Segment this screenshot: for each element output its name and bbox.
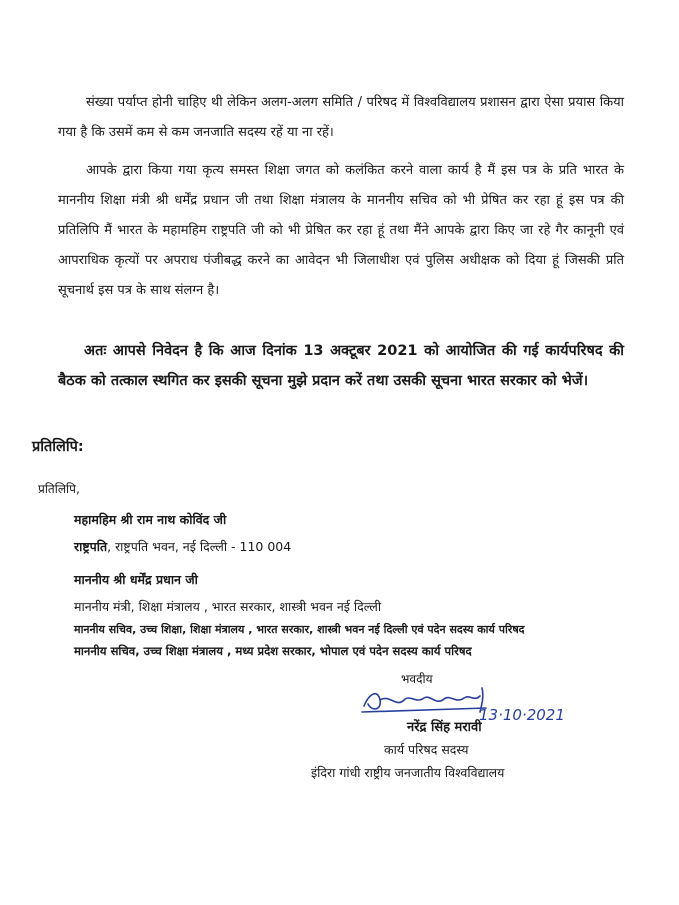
paragraph-1: संख्या पर्याप्त होनी चाहिए थी लेकिन अलग-अलग समिति / परिषद में विश्वविद्यालय प्रशासन द्वारा ऐसा प्रयास किया गया है कि उसमें कम से कम जनजाति सदस्य रहें या ना रहें। — [58, 95, 624, 140]
recipient-3: माननीय सचिव, उच्च शिक्षा, शिक्षा मंत्रालय , भारत सरकार, शास्त्री भवन नई दिल्ली एवं पदेन सदस्य कार्य परिषद — [74, 623, 525, 636]
copy-to-heading: प्रतिलिपि: — [32, 439, 84, 455]
recipient-4: माननीय सचिव, उच्च शिक्षा मंत्रालय , मध्य प्रदेश सरकार, भोपाल एवं पदेन सदस्य कार्य परिषद — [74, 644, 472, 658]
recipient-2-address: माननीय मंत्री, शिक्षा मंत्रालय , भारत सरकार, शास्त्री भवन नई दिल्ली — [74, 599, 382, 614]
request-paragraph: अतः आपसे निवेदन है कि आज दिनांक 13 अक्टूबर 2021 को आयोजित की गई कार्यपरिषद की बैठक को तत्काल स्थगित कर इसकी सूचना मुझे प्रदान करें तथा उसकी सूचना भारत सरकार को भेजें। — [58, 343, 624, 389]
closing-salutation: भवदीय — [401, 672, 433, 686]
recipient-1-name: महामहिम श्री राम नाथ कोविंद जी — [74, 512, 227, 527]
paragraph-2: आपके द्वारा किया गया कृत्य समस्त शिक्षा जगत को कलंकित करने वाला कार्य है मैं इस पत्र के प्रति भारत के माननीय शिक्षा मंत्री श्री धर्मेंद्र प्रधान जी तथा शिक्षा मंत्रालय के माननीय सचिव को भी प्रेषित कर रहा हूं इस पत्र की प्रतिलिपि मैं भारत के महामहिम राष्ट्रपति जी को भी प्रेषित कर रहा हूं तथा मैंने आपके द्वारा किए जा रहे गैर कानूनी एवं आपराधिक कृत्यों पर अपराध पंजीबद्ध करने का आवेदन भी जिलाधीश एवं पुलिस अधीक्षक को दिया हूं जिसकी प्रति सूचनार्थ इस पत्र के साथ संलग्न है। — [58, 163, 624, 298]
recipient-1-address-line — [74, 538, 291, 555]
recipient-1-title: राष्ट्रपति — [74, 539, 108, 554]
handwritten-signature — [356, 682, 496, 722]
signatory-organization: इंदिरा गांधी राष्ट्रीय जनजातीय विश्वविद्यालय — [311, 765, 505, 780]
recipient-1-address: , राष्ट्रपति भवन, नई दिल्ली - 110 004 — [107, 539, 292, 554]
copy-to-subheading: प्रतिलिपि, — [38, 482, 80, 496]
svg-text:13·10·2021: 13·10·2021 — [479, 706, 565, 724]
signatory-name: नरेंद्र सिंह मरावी — [407, 720, 482, 735]
handwritten-date — [477, 702, 577, 728]
signatory-role: कार्य परिषद सदस्य — [384, 742, 469, 757]
recipient-2-name: माननीय श्री धर्मेंद्र प्रधान जी — [74, 572, 198, 587]
